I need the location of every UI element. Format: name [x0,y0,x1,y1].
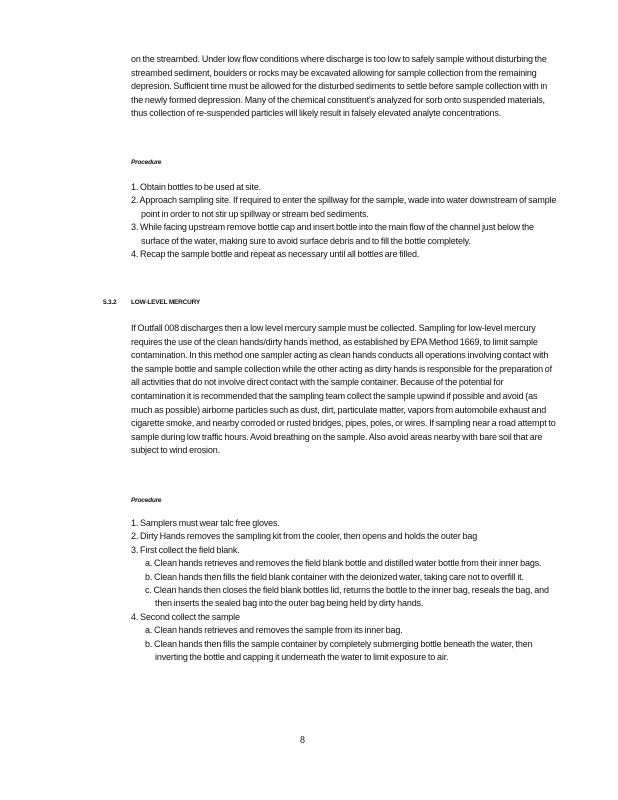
page-number: 8 [300,735,305,746]
section-paragraph: If Outfall 008 discharges then a low level mercury sample must be collected. Sampling for low-level mercury requires the use of the clean hands/dirty hands method, as established by EPA Method 1669, to limit sample contamination. In this method one sampler acting as clean hands conducts all operations involving contact with the sample bottle and sample collection while the other acting as dirty hands is responsible for the preparation of all activities that do not involve direct contact with the sample container. Because of the potential for contamination it is recommended that the sampling team collect the sample upwind if possible and avoid (as much as possible) airborne particles such as dust, dirt, particulate matter, vapors from automobile exhaust and cigarette smoke, and nearby corroded or rusted bridges, pipes, poles, or wires. If sampling near a road attempt to sample during low traffic hours. Avoid breathing on the sample. Also avoid areas nearby with bare soil that are subject to wind erosion. [131,323,556,456]
section-title: LOW-LEVEL MERCURY [131,299,201,306]
procedure-heading-1: Procedure [131,159,162,166]
procedure-substep: b. Clean hands then fills the sample container by completely submerging bottle beneath the water, then inverting the bottle and capping it underneath the water to limit exposure to air. [145,638,533,663]
procedure-substep: b. Clean hands then fills the field blank container with the deionized water, taking care not to overfill it. [145,571,524,582]
procedure-substep: a. Clean hands retrieves and removes the sample from its inner bag. [145,625,403,636]
intro-paragraph: on the streambed. Under low flow conditions where discharge is too low to safely sample without disturbing the streambed sediment, boulders or rocks may be excavated allowing for sample collection from the remaining depresion. Sufficient time must be allowed for the disturbed sediments to settle before sample collection with in the newly formed depression. Many of the chemical constituent's analyzed for sorb onto suspended materials, thus collection of re-suspended particles will likely result in falsely elevated analyte concentrations. [131,54,548,119]
procedure-list-2 [131,517,561,664]
procedure-step: 3. First collect the field blank. [131,544,240,555]
section-number: 5.3.2 [103,299,117,306]
procedure-step: 2. Dirty Hands removes the sampling kit from the cooler, then opens and holds the outer bag [131,531,478,542]
procedure-step: 3. While facing upstream remove bottle cap and insert bottle into the main flow of the channel just below the surface of the water, making sure to avoid surface debris and to fill the bottle completely. [131,222,534,246]
procedure-substep: c. Clean hands then closes the field blank bottles lid, returns the bottle to the inner bag, reseals the bag, and then inserts the sealed bag into the outer bag being held by dirty hands. [145,585,549,609]
procedure-step: 4. Recap the sample bottle and repeat as necessary until all bottles are filled. [131,249,420,260]
procedure-step: 2. Approach sampling site. If required to enter the spillway for the sample, wade into water downstream of sample point in order to not stir up spillway or stream bed sediments. [131,195,557,219]
procedure-step: 4. Second collect the sample [131,611,240,622]
procedure-heading-2: Procedure [131,497,162,504]
procedure-list-1 [131,181,561,261]
procedure-step: 1. Samplers must wear talc free gloves. [131,518,280,528]
procedure-substep: a. Clean hands retrieves and removes the field blank bottle and distilled water bottle from their inner bags. [145,558,542,569]
procedure-step: 1. Obtain bottles to be used at site. [131,182,262,192]
